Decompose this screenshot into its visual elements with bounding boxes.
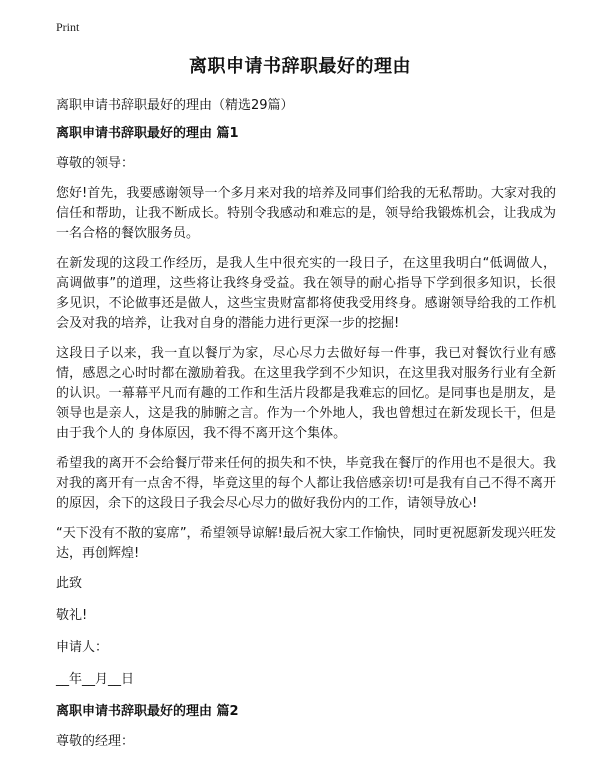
article-1-closing-1: 此致: [56, 576, 83, 591]
article-1-heading: 离职申请书辞职最好的理由 篇1: [56, 126, 239, 141]
article-1-salutation: 尊敬的领导：: [56, 156, 135, 171]
article-1-paragraph-5: “天下没有不散的宴席”，希望领导谅解!最后祝大家工作愉快，同时更祝愿新发现兴旺发达，再创辉煌!: [56, 526, 556, 561]
article-2-salutation: 尊敬的经理：: [56, 734, 135, 749]
article-1-closing-2: 敬礼!: [56, 608, 88, 623]
article-1-paragraph-3: 这段日子以来，我一直以餐厅为家，尽心尽力去做好每一件事，我已对餐饮行业有感情，感恩之心时时都在激励着我。在这里我学到不少知识，在这里我对服务行业有全新的认识。一幕幕平凡而有趣的工作和生活片段都是我难忘的回忆。是同事也是朋友，是领导也是亲人，这是我的肺腑之言。作为一个外地人，我也曾想过在新发现长干，但是由于我个人的 身体原因，我不得不离开这个集体。: [56, 346, 556, 441]
article-1-paragraph-2: 在新发现的这段工作经历，是我人生中很充实的一段日子，在这里我明白“低调做人，高调做事”的道理，这些将让我终身受益。我在领导的耐心指导下学到很多知识，长很多见识，不论做事还是做人，这些宝贵财富都将使我受用终身。感谢领导给我的工作机会及对我的培养，让我对自身的潜能力进行更深一步的挖掘!: [56, 256, 556, 331]
article-1-paragraph-4: 希望我的离开不会给餐厅带来任何的损失和不快，毕竟我在餐厅的作用也不是很大。我对我的离开有一点舍不得，毕竟这里的每个人都让我倍感亲切!可是我有自己不得不离开的原因，余下的这段日子我会尽心尽力的做好我份内的工作，请领导放心!: [56, 456, 556, 511]
article-1-applicant: 申请人：: [56, 640, 109, 655]
page-title: 离职申请书辞职最好的理由: [189, 56, 411, 77]
print-label: Print: [56, 20, 80, 34]
document-subtitle: 离职申请书辞职最好的理由（精选29篇）: [56, 98, 294, 113]
document-body: [56, 124, 556, 762]
article-1-paragraph-1: 您好!首先，我要感谢领导一个多月来对我的培养及同事们给我的无私帮助。大家对我的信任和帮助，让我不断成长。特别令我感动和难忘的是，领导给我锻炼机会，让我成为一名合格的餐饮服务员。: [56, 186, 556, 241]
article-1-date: __年__月__日: [56, 672, 135, 687]
article-2-heading: 离职申请书辞职最好的理由 篇2: [56, 704, 239, 719]
